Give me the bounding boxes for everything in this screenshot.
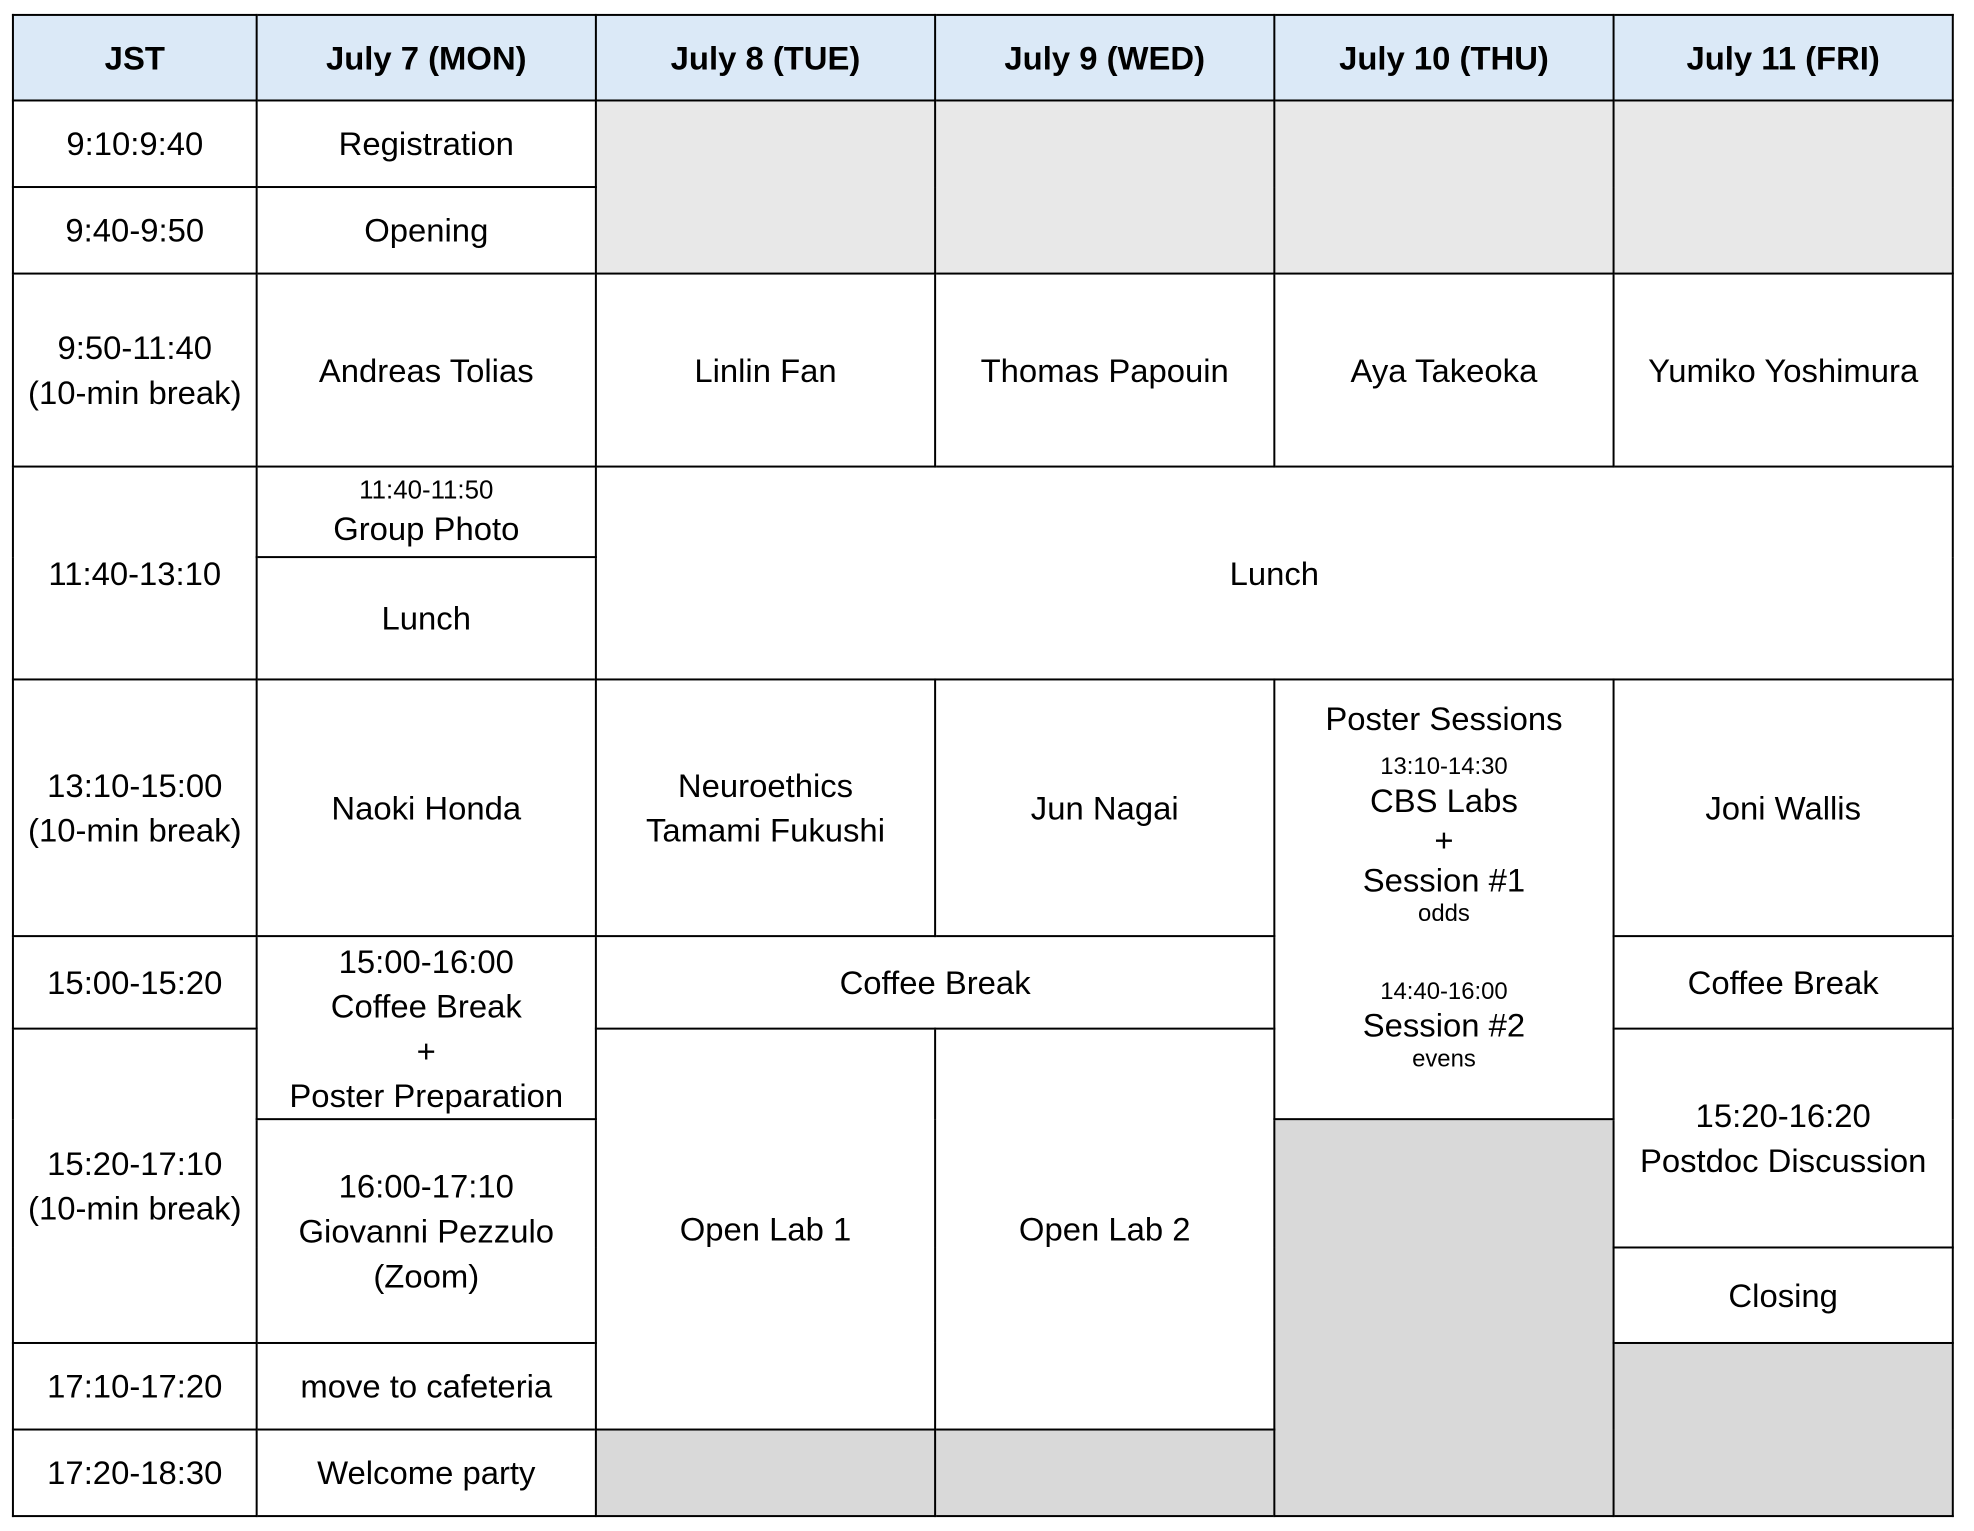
poster-sessions-block (1275, 680, 1612, 1073)
session-2-note: evens (1412, 1045, 1476, 1073)
wed-empty-evening (935, 1430, 1274, 1517)
header-mon: July 7 (MON) (257, 15, 596, 101)
mon-group-photo (257, 467, 596, 558)
session-2-name: Session #2 (1362, 1006, 1526, 1044)
header-tue: July 8 (TUE) (596, 15, 935, 101)
session-1-time: 13:10-14:30 (1380, 753, 1508, 780)
mon-coffee-label: Coffee Break (330, 987, 522, 1025)
wed-open-lab: Open Lab 2 (935, 1029, 1274, 1430)
time-cell (13, 679, 257, 936)
header-row (13, 15, 1953, 101)
time-cell: 9:10:9:40 (13, 100, 257, 187)
session-1-labs: CBS Labs (1370, 781, 1518, 819)
fri-empty-evening (1614, 1343, 1953, 1516)
session-1-note: odds (1418, 900, 1470, 928)
time-note: (10-min break) (28, 374, 242, 411)
fri-talk-2: Joni Wallis (1614, 679, 1953, 936)
time-cell (13, 274, 257, 467)
thu-empty-afternoon (1274, 1119, 1613, 1516)
zoom-label: (Zoom) (373, 1257, 480, 1295)
mon-coffee-time: 15:00-16:00 (338, 943, 514, 980)
time-note: (10-min break) (28, 811, 242, 849)
time-cell (13, 1029, 257, 1343)
zoom-speaker: Giovanni Pezzulo (298, 1212, 555, 1250)
tue-empty-evening (596, 1430, 935, 1517)
session-2-time: 14:40-16:00 (1380, 977, 1508, 1005)
time-range: 13:10-15:00 (47, 766, 223, 804)
time-cell: 9:40-9:50 (13, 187, 257, 274)
header-fri: July 11 (FRI) (1614, 15, 1953, 101)
thu-empty-morning (1274, 100, 1613, 273)
fri-postdoc-discussion (1614, 1029, 1953, 1248)
group-photo-time: 11:40-11:50 (359, 474, 494, 505)
header-jst: JST (13, 15, 257, 101)
shared-lunch: Lunch (596, 467, 1953, 680)
mon-welcome-party: Welcome party (257, 1430, 596, 1517)
fri-talk-1: Yumiko Yoshimura (1614, 274, 1953, 467)
postdoc-time: 15:20-16:20 (1695, 1097, 1871, 1135)
thu-poster-sessions (1274, 679, 1613, 1119)
tue-talk-2 (596, 679, 935, 936)
mon-coffee-poster-prep (257, 936, 596, 1119)
schedule-table (12, 14, 1954, 1517)
fri-closing: Closing (1614, 1247, 1953, 1343)
fri-empty-morning (1614, 100, 1953, 273)
talk-speaker: Tamami Fukushi (645, 811, 885, 849)
time-note: (10-min break) (28, 1189, 242, 1227)
wed-talk-2: Jun Nagai (935, 679, 1274, 936)
shared-coffee-break: Coffee Break (596, 936, 1274, 1029)
mon-opening: Opening (257, 187, 596, 274)
thu-talk-1: Aya Takeoka (1274, 274, 1613, 467)
time-range: 15:20-17:10 (47, 1145, 223, 1182)
mon-talk-1: Andreas Tolias (257, 274, 596, 467)
mon-registration: Registration (257, 100, 596, 187)
wed-empty-morning (935, 100, 1274, 273)
header-thu: July 10 (THU) (1274, 15, 1613, 101)
tue-empty-morning (596, 100, 935, 273)
time-cell: 17:20-18:30 (13, 1430, 257, 1517)
tue-open-lab: Open Lab 1 (596, 1029, 935, 1430)
time-cell: 17:10-17:20 (13, 1343, 257, 1430)
mon-coffee-plus: + (416, 1032, 436, 1070)
wed-talk-1: Thomas Papouin (935, 274, 1274, 467)
session-1-plus: + (1434, 821, 1454, 859)
tue-talk-1: Linlin Fan (596, 274, 935, 467)
time-range: 9:50-11:40 (57, 329, 213, 367)
time-cell: 11:40-13:10 (13, 467, 257, 680)
mon-talk-2: Naoki Honda (257, 679, 596, 936)
mon-zoom-talk (257, 1119, 596, 1343)
fri-coffee-break: Coffee Break (1614, 936, 1953, 1029)
mon-lunch: Lunch (257, 557, 596, 679)
poster-title: Poster Sessions (1325, 700, 1563, 738)
group-photo-label: Group Photo (333, 510, 520, 548)
postdoc-label: Postdoc Discussion (1639, 1142, 1927, 1179)
mon-poster-prep: Poster Preparation (289, 1077, 564, 1115)
zoom-time: 16:00-17:10 (338, 1167, 514, 1205)
time-cell: 15:00-15:20 (13, 936, 257, 1029)
talk-title: Neuroethics (677, 766, 854, 804)
session-1-name: Session #1 (1362, 861, 1526, 899)
mon-move-cafeteria: move to cafeteria (257, 1343, 596, 1430)
header-wed: July 9 (WED) (935, 15, 1274, 101)
